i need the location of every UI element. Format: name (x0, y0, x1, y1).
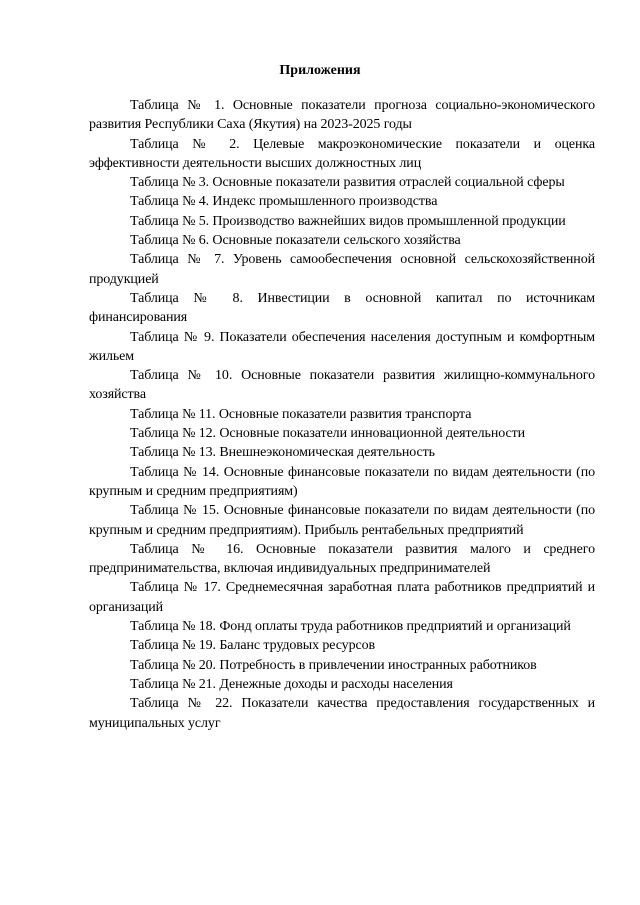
table-list-item: Таблица № 13. Внешнеэкономическая деятельность (130, 445, 435, 461)
table-list-item: Таблица № 15. Основные финансовые показатели по видам деятельности (по крупным и средним предприятиям). Прибыль рентабельных предприятий (89, 503, 595, 538)
table-list-item: Таблица № 5. Производство важнейших видов промышленной продукции (130, 213, 566, 229)
table-list-item: Таблица № 11. Основные показатели развития транспорта (130, 406, 472, 422)
table-list-item: Таблица № 16. Основные показатели развития малого и среднего предпринимательства, включая индивидуальных предпринимателей (89, 541, 595, 577)
appendix-table-list (89, 96, 595, 733)
table-list-item: Таблица № 10. Основные показатели развития жилищно-коммунального хозяйства (89, 368, 595, 403)
table-list-item: Таблица № 8. Инвестиции в основной капитал по источникам финансирования (89, 290, 595, 326)
table-list-item: Таблица № 18. Фонд оплаты труда работников предприятий и организаций (130, 619, 571, 635)
table-list-item: Таблица № 4. Индекс промышленного производства (130, 194, 438, 210)
table-list-item: Таблица № 21. Денежные доходы и расходы населения (130, 676, 453, 692)
table-list-item: Таблица № 12. Основные показатели инновационной деятельности (130, 426, 525, 442)
table-list-item: Таблица № 14. Основные финансовые показатели по видам деятельности (по крупным и средним предприятиям) (89, 464, 595, 499)
table-list-item: Таблица № 2. Целевые макроэкономические показатели и оценка эффективности деятельности высших должностных лиц (89, 136, 595, 171)
table-list-item: Таблица № 20. Потребность в привлечении иностранных работников (130, 657, 537, 673)
table-list-item: Таблица № 19. Баланс трудовых ресурсов (130, 638, 375, 654)
table-list-item: Таблица № 17. Среднемесячная заработная плата работников предприятий и организаций (89, 580, 595, 615)
table-list-item: Таблица № 1. Основные показатели прогноза социально-экономического развития Республики Саха (Якутия) на 2023-2025 годы (89, 98, 595, 133)
table-list-item: Таблица № 3. Основные показатели развития отраслей социальной сферы (130, 175, 565, 191)
table-list-item: Таблица № 6. Основные показатели сельского хозяйства (130, 233, 461, 249)
table-list-item: Таблица № 7. Уровень самообеспечения основной сельскохозяйственной продукцией (89, 252, 595, 287)
table-list-item: Таблица № 9. Показатели обеспечения населения доступным и комфортным жильем (89, 329, 595, 364)
page-title: Приложения (279, 63, 361, 78)
table-list-item: Таблица № 22. Показатели качества предоставления государственных и муниципальных услуг (89, 696, 595, 731)
